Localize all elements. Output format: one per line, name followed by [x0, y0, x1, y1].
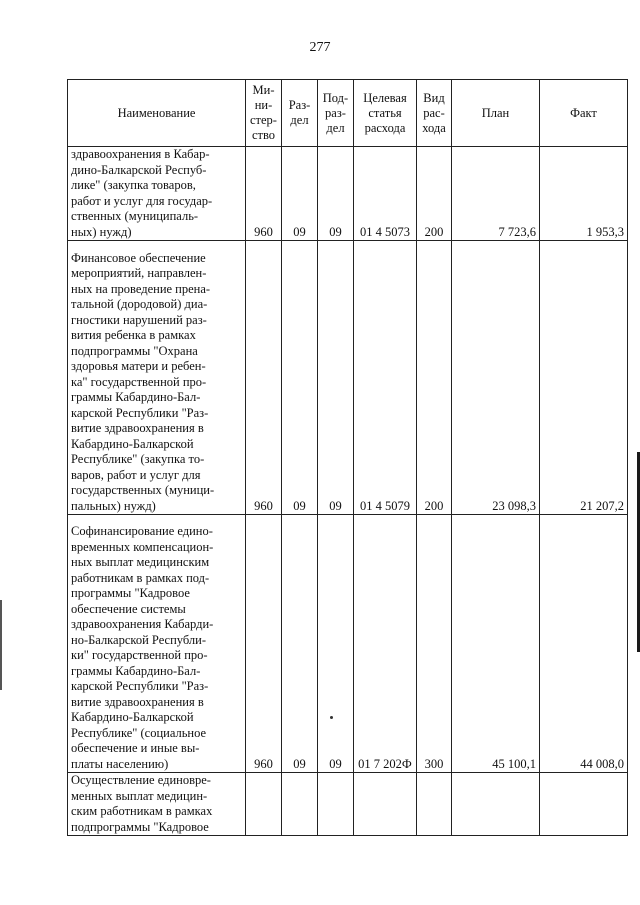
row-name: Софинансирование едино- временных компенсацион- ных выплат медицинским работникам в рамках под- программы "Кадровое обеспечение системы здравоохранения Кабарди- но-Балкарской Республи- ки" государственной про- граммы Кабардино-Бал- карской Республики "Раз- витие здравоохранения в Кабардино-Балкарской Республике" (социальное обеспечение и иные вы- платы населению): [68, 515, 246, 773]
row-plan: 45 100,1: [452, 515, 540, 773]
row-expense-type: 200: [417, 147, 452, 241]
row-subsection: 09: [318, 147, 354, 241]
row-subsection: 09: [318, 515, 354, 773]
row-plan: 23 098,3: [452, 241, 540, 515]
row-ministry: 960: [246, 515, 282, 773]
header-ministry: Ми- ни- стер- ство: [246, 80, 282, 147]
row-expense-type: 300: [417, 515, 452, 773]
budget-table: [67, 79, 628, 836]
header-section: Раз- дел: [282, 80, 318, 147]
row-name: Осуществление единовре- менных выплат медицин- ским работникам в рамках подпрограммы "Кадровое: [68, 773, 246, 836]
row-plan: [452, 773, 540, 836]
header-fact: Факт: [540, 80, 628, 147]
row-expense-type: 200: [417, 241, 452, 515]
header-plan: План: [452, 80, 540, 147]
header-name: Наименование: [68, 80, 246, 147]
row-target: 01 4 5073: [354, 147, 417, 241]
header-expense-type: Вид рас- хода: [417, 80, 452, 147]
row-fact: 21 207,2: [540, 241, 628, 515]
scan-speck: [330, 716, 333, 719]
row-ministry: 960: [246, 241, 282, 515]
scan-edge-marks: [0, 600, 2, 690]
row-section: 09: [282, 515, 318, 773]
row-section: 09: [282, 147, 318, 241]
table-row: [68, 515, 628, 773]
page-number: 277: [309, 40, 331, 55]
row-fact: 44 008,0: [540, 515, 628, 773]
row-ministry: 960: [246, 147, 282, 241]
row-subsection: 09: [318, 241, 354, 515]
header-subsection: Под- раз- дел: [318, 80, 354, 147]
table-header-row: [68, 80, 628, 147]
row-name: здравоохранения в Кабар- дино-Балкарской Респуб- лике" (закупка товаров, работ и услуг для государ- ственных (муниципаль- ных) нужд): [68, 147, 246, 241]
row-target: [354, 773, 417, 836]
row-ministry: [246, 773, 282, 836]
row-fact: [540, 773, 628, 836]
table-row: [68, 773, 628, 836]
row-plan: 7 723,6: [452, 147, 540, 241]
table-row: [68, 147, 628, 241]
row-target: 01 4 5079: [354, 241, 417, 515]
row-name: Финансовое обеспечение мероприятий, направлен- ных на проведение прена- тальной (дородовой) диа- гностики нарушений раз- вития ребенка в рамках подпрограммы "Охрана здоровья матери и ребен- ка" государственной про- граммы Кабардино-Бал- карской Республики "Раз- витие здравоохранения в Кабардино-Балкарской Республике" (закупка то- варов, работ и услуг для государственных (муници- пальных) нужд): [68, 241, 246, 515]
row-section: 09: [282, 241, 318, 515]
header-target: Целевая статья расхода: [354, 80, 417, 147]
table-row: [68, 241, 628, 515]
row-target: 01 7 202Ф: [354, 515, 417, 773]
row-section: [282, 773, 318, 836]
row-expense-type: [417, 773, 452, 836]
row-subsection: [318, 773, 354, 836]
row-fact: 1 953,3: [540, 147, 628, 241]
